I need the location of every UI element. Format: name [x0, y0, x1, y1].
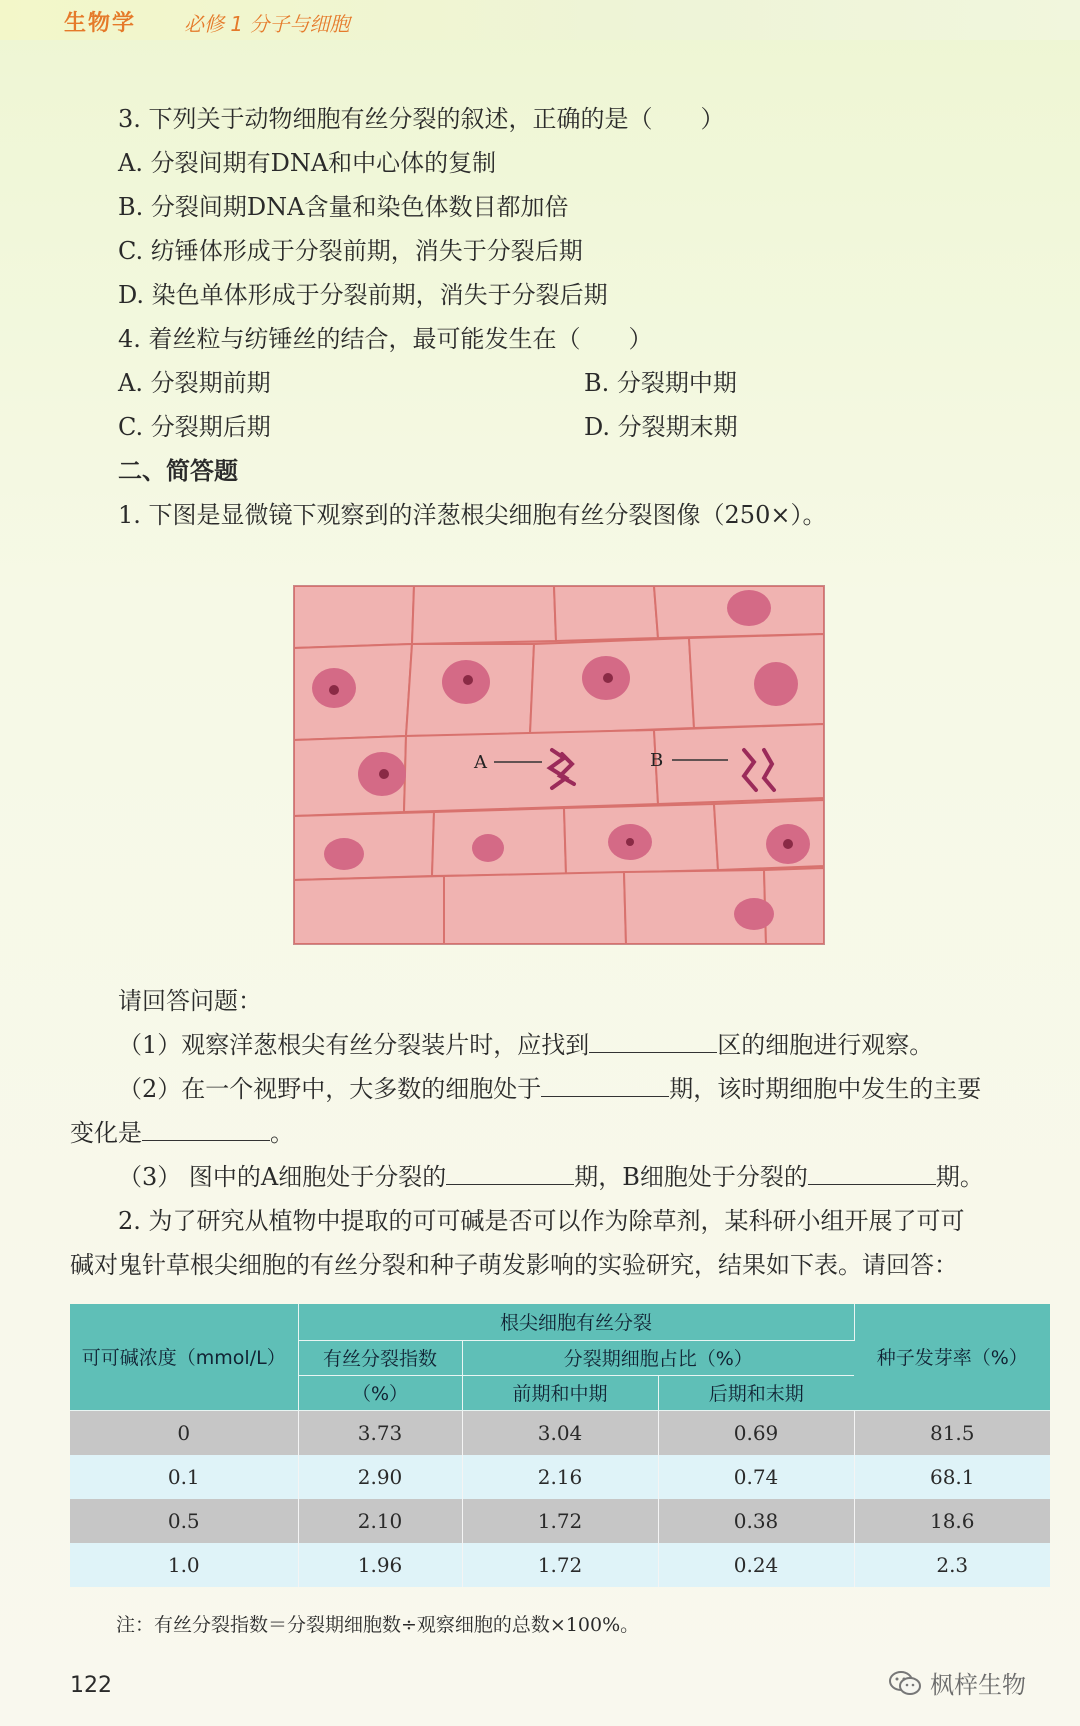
answer-blank-2[interactable]	[541, 1074, 669, 1097]
sq1-stem: 1. 下图是显微镜下观察到的洋葱根尖细胞有丝分裂图像（250×）。	[118, 501, 827, 529]
cell-index: 3.73	[298, 1410, 462, 1455]
q4-option-b: B. 分裂期中期	[584, 369, 737, 397]
cell-late: 0.74	[658, 1455, 854, 1499]
q3-option-b: B. 分裂间期DNA含量和染色体数目都加倍	[118, 193, 569, 221]
sq1-p2-mid: 期，该时期细胞中发生的主要	[669, 1075, 982, 1103]
section-title: 二、简答题	[118, 457, 238, 485]
sq1-p3-mid: 期，B细胞处于分裂的	[574, 1163, 808, 1191]
cell-conc: 0.5	[70, 1499, 298, 1543]
cell-late: 0.38	[658, 1499, 854, 1543]
subject-title: 生物学	[64, 11, 137, 36]
cell-conc: 0.1	[70, 1455, 298, 1499]
header-ratio: 分裂期细胞占比（%）	[462, 1340, 854, 1375]
wechat-icon	[888, 1670, 922, 1696]
cell-germ: 81.5	[854, 1410, 1050, 1455]
watermark-text: 枫梓生物	[930, 1671, 1026, 1699]
sq1-p2-line2-post: 。	[270, 1119, 294, 1147]
cell-label-b: B	[650, 750, 664, 771]
header-concentration: 可可碱浓度（mmol/L）	[70, 1304, 298, 1410]
cell-index: 2.90	[298, 1455, 462, 1499]
cell-index: 1.96	[298, 1543, 462, 1587]
cell-germ: 2.3	[854, 1543, 1050, 1587]
sq1-p3-post: 期。	[935, 1163, 984, 1191]
cell-early: 1.72	[462, 1543, 658, 1587]
q3-option-a: A. 分裂间期有DNA和中心体的复制	[118, 149, 497, 177]
q4-option-a: A. 分裂期前期	[118, 369, 271, 397]
q4-stem: 4. 着丝粒与纺锤丝的结合，最可能发生在（ ）	[118, 325, 653, 353]
cell-index: 2.10	[298, 1499, 462, 1543]
page-number: 122	[70, 1673, 112, 1698]
sq1-part-2-line2	[70, 1118, 294, 1148]
sq1-p3-pre: （3） 图中的A细胞处于分裂的	[118, 1163, 447, 1191]
sq1-part-2	[118, 1074, 981, 1104]
cell-conc: 1.0	[70, 1543, 298, 1587]
table-row	[70, 1499, 1050, 1543]
answer-blank-1[interactable]	[589, 1030, 717, 1053]
sq1-p1-post: 区的细胞进行观察。	[717, 1031, 934, 1059]
q3-stem: 3. 下列关于动物细胞有丝分裂的叙述，正确的是（ ）	[118, 105, 725, 133]
header-late: 后期和末期	[658, 1375, 854, 1410]
q3-option-d: D. 染色单体形成于分裂前期，消失于分裂后期	[118, 281, 608, 309]
cell-conc: 0	[70, 1410, 298, 1455]
micrograph-figure	[293, 585, 825, 945]
cell-label-a: A	[474, 752, 487, 773]
table-note: 注：有丝分裂指数＝分裂期细胞数÷观察细胞的总数×100%。	[116, 1614, 640, 1636]
answer-blank-4[interactable]	[446, 1162, 574, 1185]
table-row	[70, 1543, 1050, 1587]
cell-early: 1.72	[462, 1499, 658, 1543]
cell-late: 0.24	[658, 1543, 854, 1587]
cell-germ: 68.1	[854, 1455, 1050, 1499]
sq2-line-1: 2. 为了研究从植物中提取的可可碱是否可以作为除草剂，某科研小组开展了可可	[118, 1207, 965, 1235]
sq1-part-3	[118, 1162, 984, 1192]
header-early: 前期和中期	[462, 1375, 658, 1410]
results-table	[70, 1304, 1050, 1587]
onion-root-cells-image	[294, 586, 824, 944]
page-header	[0, 0, 1080, 40]
header-index: 有丝分裂指数	[298, 1340, 462, 1375]
q4-option-c: C. 分裂期后期	[118, 413, 271, 441]
q3-option-c: C. 纺锤体形成于分裂前期，消失于分裂后期	[118, 237, 583, 265]
q4-option-d: D. 分裂期末期	[584, 413, 738, 441]
sq1-part-1	[118, 1030, 933, 1060]
table-row	[70, 1455, 1050, 1499]
header-germination: 种子发芽率（%）	[854, 1304, 1050, 1410]
cell-early: 3.04	[462, 1410, 658, 1455]
sq1-p1-pre: （1）观察洋葱根尖有丝分裂装片时，应找到	[118, 1031, 590, 1059]
book-title: 必修 1 分子与细胞	[184, 12, 350, 36]
sq1-prompt: 请回答问题：	[118, 987, 262, 1015]
sq1-p2-pre: （2）在一个视野中，大多数的细胞处于	[118, 1075, 542, 1103]
header-index-unit: （%）	[298, 1375, 462, 1410]
table-row	[70, 1410, 1050, 1455]
answer-blank-5[interactable]	[808, 1162, 936, 1185]
sq2-line-2: 碱对鬼针草根尖细胞的有丝分裂和种子萌发影响的实验研究，结果如下表。请回答：	[70, 1251, 958, 1279]
watermark	[888, 1665, 1026, 1700]
cell-late: 0.69	[658, 1410, 854, 1455]
header-mitosis: 根尖细胞有丝分裂	[298, 1304, 854, 1340]
answer-blank-3[interactable]	[142, 1118, 270, 1141]
cell-early: 2.16	[462, 1455, 658, 1499]
cell-germ: 18.6	[854, 1499, 1050, 1543]
sq1-p2-line2-pre: 变化是	[70, 1119, 142, 1147]
